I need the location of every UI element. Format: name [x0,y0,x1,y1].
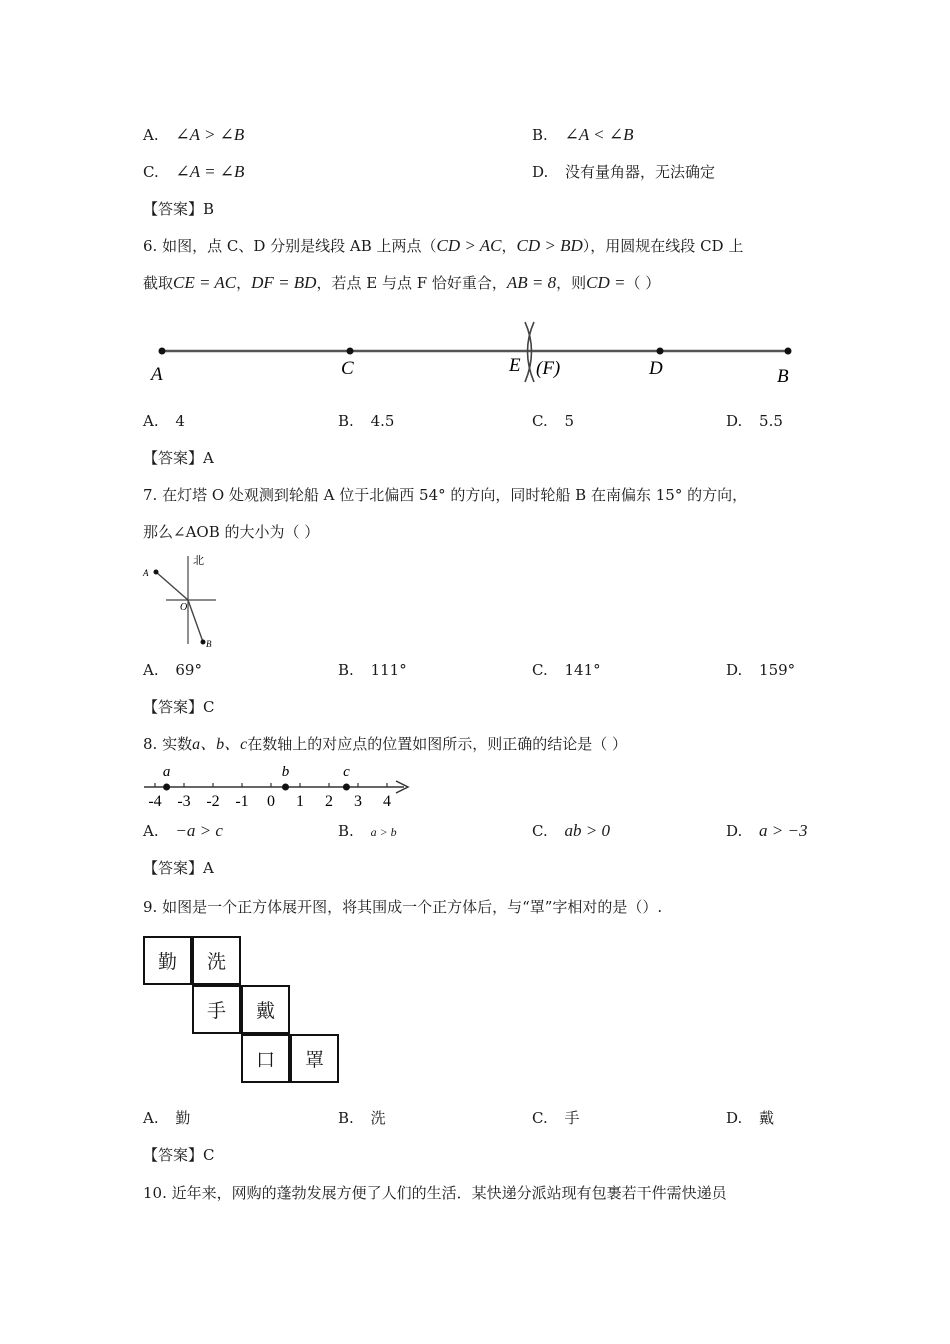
q6-equation: CD = [586,273,626,292]
option-label: C. [532,412,548,430]
option-label: C. [532,1109,548,1127]
tick-label: 2 [325,793,333,810]
option-text: ∠A = ∠B [175,162,245,181]
q6-answer: 【答案】A [143,449,214,467]
option-label: B. [338,412,354,430]
option-label: B. [532,126,548,144]
option-label: D. [532,163,549,181]
net-cell: 口 [241,1034,290,1083]
tick-label: -3 [177,793,191,810]
q6-option-a [143,411,185,431]
q9-option-d [726,1108,774,1128]
option-label: C. [532,661,548,679]
q8-option-d [726,821,808,841]
q7-option-b [338,660,407,680]
q6-segment-figure [0,310,950,410]
option-text: 手 [564,1109,580,1127]
point-a [163,784,170,791]
q6-text: ，则 [556,274,587,292]
tick-label: 0 [267,793,275,810]
net-cell: 洗 [192,936,241,985]
q7-option-d [726,660,795,680]
option-label: B. [338,661,354,679]
q9-stem: 9. 如图是一个正方体展开图，将其围成一个正方体后，与“罩”字相对的是（）. [143,898,663,916]
q8-option-c [532,821,610,841]
q7-stem-line1: 7. 在灯塔 O 处观测到轮船 A 位于北偏西 54° 的方向，同时轮船 B 在南偏东 15° 的方向， [143,486,748,504]
q6-text: 6. 如图，点 C、D 分别是线段 AB 上两点（ [143,237,437,255]
option-text: 69° [175,661,202,679]
q7-direction-figure [140,550,230,650]
q5-answer: 【答案】B [143,200,215,218]
option-label: D. [726,661,743,679]
q9-option-c [532,1108,580,1128]
label-a: A [151,364,163,385]
option-text: 5.5 [759,412,783,430]
option-text: 4 [175,412,185,430]
option-label: C. [532,822,548,840]
point-a [159,348,166,355]
label-f: (F) [536,358,561,379]
option-text: a > b [370,825,397,839]
point-b [282,784,289,791]
point-label-a: a [162,764,171,780]
q6-text: 截取 [143,274,174,292]
q6-condition: CD > BD [516,236,583,255]
q10-stem: 10. 近年来，网购的蓬勃发展方便了人们的生活．某快递分派站现有包裹若干件需快递员 [143,1184,727,1202]
q6-condition: CD > AC [436,236,502,255]
option-label: D. [726,822,743,840]
option-text: 111° [370,661,407,679]
option-text: 4.5 [370,412,395,430]
q8-stem [143,734,627,755]
tick-label: 4 [383,793,391,810]
point-label-b: b [281,764,290,780]
q8-answer: 【答案】A [143,859,214,877]
option-text: a > −3 [759,821,808,840]
option-text: 戴 [759,1109,775,1127]
q6-text: ，若点 E 与点 F 恰好重合， [316,274,507,292]
q5-option-d [532,162,715,182]
point-label-c: c [343,764,350,780]
tick-label: 1 [296,793,304,810]
option-label: B. [338,822,354,840]
tick-label: 3 [354,793,362,810]
q7-option-c [532,660,601,680]
label-a: A [143,568,149,578]
option-label: A. [143,412,159,430]
option-label: A. [143,822,159,840]
option-text: 141° [564,661,601,679]
option-label: A. [143,661,159,679]
option-text: ab > 0 [564,821,610,840]
q6-text: （ ） [625,274,661,292]
tick-label: -2 [206,793,220,810]
option-label: B. [338,1109,354,1127]
option-text: 洗 [370,1109,386,1127]
option-text: 勤 [175,1109,191,1127]
q6-equation: AB = 8 [506,273,557,292]
q6-option-d [726,411,783,431]
q8-variables: a、b、c [192,736,248,753]
q6-equation: CE = AC [173,273,237,292]
point-c [343,784,350,791]
option-text: 159° [759,661,796,679]
q5-option-a [143,125,244,145]
point-a [154,570,159,575]
net-cell: 勤 [143,936,192,985]
q6-equation: DF = BD [251,273,317,292]
q6-option-c [532,411,574,431]
label-b: B [777,366,789,387]
point-c [347,348,354,355]
label-d: D [649,358,663,379]
tick-label: -1 [235,793,249,810]
q8-option-a [143,821,223,841]
q8-option-b [338,821,397,842]
net-cell: 罩 [290,1034,339,1083]
q6-sep: ， [236,274,252,292]
tick-label: -4 [148,793,162,810]
q9-option-a [143,1108,190,1128]
q8-number-line [130,760,430,810]
label-e: E [509,355,521,376]
option-text: 5 [564,412,575,430]
q9-answer: 【答案】C [143,1146,215,1164]
q5-option-b [532,125,634,145]
option-text: −a > c [175,821,223,840]
net-cell: 手 [192,985,241,1034]
q8-text: 在数轴上的对应点的位置如图所示，则正确的结论是（ ） [247,735,627,753]
option-label: D. [726,412,743,430]
q9-option-b [338,1108,386,1128]
point-d [657,348,664,355]
option-label: C. [143,163,159,181]
q7-stem-line2: 那么∠AOB 的大小为（ ） [143,523,320,541]
option-label: A. [143,1109,159,1127]
ray-oa [156,572,188,600]
option-text: 没有量角器，无法确定 [565,163,716,181]
label-north: 北 [193,555,204,567]
q7-answer: 【答案】C [143,698,215,716]
q8-text: 8. 实数 [143,735,193,753]
ray-ob [188,600,203,642]
q6-sep: ， [501,237,517,255]
option-text: ∠A > ∠B [175,125,245,144]
option-label: D. [726,1109,743,1127]
point-b [201,640,206,645]
q6-text: ），用圆规在线段 CD 上 [582,237,744,255]
q6-stem-line2 [143,273,660,293]
q5-option-c [143,162,244,182]
option-text: ∠A < ∠B [564,125,634,144]
q7-option-a [143,660,202,680]
option-label: A. [143,126,159,144]
q6-option-b [338,411,394,431]
net-cell: 戴 [241,985,290,1034]
label-c: C [341,358,354,379]
point-b [785,348,792,355]
label-o: O [180,602,188,613]
label-b: B [206,639,212,649]
q6-stem-line1 [143,236,743,256]
